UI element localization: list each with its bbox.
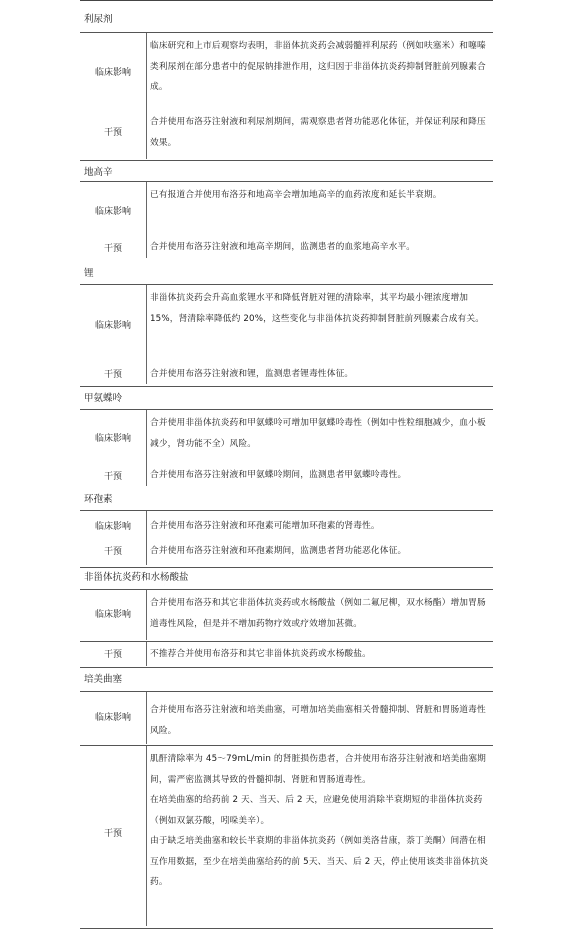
section-divider bbox=[80, 386, 493, 387]
section-divider bbox=[80, 32, 493, 33]
section-divider bbox=[80, 284, 493, 285]
paragraph: 合并使用布洛芬注射液和甲氨蝶呤期间，监测患者甲氨蝶呤毒性。 bbox=[150, 470, 407, 480]
row-label-intervention: 干预 bbox=[103, 128, 122, 138]
row-label-intervention: 干预 bbox=[103, 370, 122, 380]
column-divider bbox=[146, 590, 147, 640]
column-divider bbox=[146, 642, 147, 666]
section-divider bbox=[80, 667, 493, 668]
row-text-intervention bbox=[150, 465, 490, 486]
row-label-clinical-impact: 临床影响 bbox=[94, 321, 131, 331]
row-text-clinical-impact bbox=[150, 185, 490, 206]
row-text-intervention bbox=[150, 541, 490, 562]
row-text-clinical-impact bbox=[150, 700, 490, 741]
row-text-intervention bbox=[150, 644, 490, 665]
row-text-clinical-impact bbox=[150, 593, 490, 634]
section-divider bbox=[80, 510, 493, 511]
paragraph: 临床研究和上市后观察均表明，非甾体抗炎药会减弱髓袢利尿药（例如呋塞米）和噻嗪类利尿剂在部分患者中的促尿钠排泄作用，这归因于非甾体抗炎药抑制肾脏前列腺素合成。 bbox=[150, 41, 486, 92]
row-label-intervention: 干预 bbox=[103, 650, 122, 660]
row-label-intervention: 干预 bbox=[103, 244, 122, 254]
column-divider bbox=[146, 511, 147, 565]
bottom-rule bbox=[80, 928, 493, 929]
row-label-intervention: 干预 bbox=[103, 829, 122, 839]
row-label-clinical-impact: 临床影响 bbox=[94, 434, 131, 444]
column-divider bbox=[146, 285, 147, 384]
row-label-clinical-impact: 临床影响 bbox=[94, 207, 131, 217]
section-title-diuretics: 利尿剂 bbox=[84, 14, 113, 25]
paragraph: 合并使用非甾体抗炎药和甲氨蝶呤可增加甲氨蝶呤毒性（例如中性粒细胞减少，血小板减少，肾功能不全）风险。 bbox=[150, 418, 486, 449]
row-text-intervention bbox=[150, 112, 490, 153]
section-divider bbox=[80, 745, 493, 746]
row-label-intervention: 干预 bbox=[103, 547, 122, 557]
section-title-lithium: 锂 bbox=[84, 268, 94, 279]
row-label-clinical-impact: 临床影响 bbox=[94, 68, 131, 78]
section-divider bbox=[80, 160, 493, 161]
paragraph: 合并使用布洛芬注射液和利尿剂期间，需观察患者肾功能恶化体征，并保证利尿和降压效果。 bbox=[150, 117, 486, 148]
paragraph: 合并使用布洛芬注射液和地高辛期间，监测患者的血浆地高辛水平。 bbox=[150, 242, 416, 252]
paragraph: 在培美曲塞的给药前 2 天、当天、后 2 天，应避免使用消除半衰期短的非甾体抗炎药（例如双氯芬酸，吲哚美辛）。 bbox=[150, 795, 483, 826]
section-title-methotrexate: 甲氨蝶呤 bbox=[84, 393, 123, 404]
paragraph: 不推荐合并使用布洛芬和其它非甾体抗炎药或水杨酸盐。 bbox=[150, 649, 371, 659]
column-divider bbox=[146, 746, 147, 926]
row-text-clinical-impact bbox=[150, 36, 490, 98]
row-text-clinical-impact bbox=[150, 288, 490, 329]
paragraph: 由于缺乏培美曲塞和较长半衰期的非甾体抗炎药（例如美洛昔康，萘丁美酮）间潜在相互作用数据，至少在培美曲塞给药的前 5天、当天、后 2 天，停止使用该类非甾体抗炎药。 bbox=[150, 836, 489, 887]
row-label-intervention: 干预 bbox=[103, 472, 122, 482]
row-text-intervention bbox=[150, 749, 490, 893]
paragraph: 肌酐清除率为 45～79mL/min 的肾脏损伤患者，合并使用布洛芬注射液和培美曲塞期间，需严密监测其导致的骨髓抑制、肾脏和胃肠道毒性。 bbox=[150, 754, 487, 785]
row-text-clinical-impact bbox=[150, 413, 490, 454]
section-title-nsaids-salicylates: 非甾体抗炎药和水杨酸盐 bbox=[84, 572, 189, 583]
paragraph: 非甾体抗炎药会升高血浆锂水平和降低肾脏对锂的清除率，其平均最小锂浓度增加 15%，肾清除率降低约 20%，这些变化与非甾体抗炎药抑制肾脏前列腺素合成有关。 bbox=[150, 293, 485, 324]
top-rule bbox=[80, 0, 493, 1]
column-divider bbox=[146, 33, 147, 159]
section-title-digoxin: 地高辛 bbox=[84, 167, 113, 178]
row-label-clinical-impact: 临床影响 bbox=[94, 610, 131, 620]
row-label-clinical-impact: 临床影响 bbox=[94, 713, 131, 723]
section-divider bbox=[80, 409, 493, 410]
row-text-intervention bbox=[150, 237, 490, 258]
paragraph: 合并使用布洛芬注射液和锂，监测患者锂毒性体征。 bbox=[150, 369, 354, 379]
section-divider bbox=[80, 589, 493, 590]
section-divider bbox=[80, 181, 493, 182]
row-text-intervention bbox=[150, 364, 490, 385]
column-divider bbox=[146, 692, 147, 744]
section-divider bbox=[80, 567, 493, 568]
paragraph: 已有报道合并使用布洛芬和地高辛会增加地高辛的血药浓度和延长半衰期。 bbox=[150, 190, 442, 200]
section-divider bbox=[80, 691, 493, 692]
column-divider bbox=[146, 410, 147, 486]
section-title-cyclosporine: 环孢素 bbox=[84, 494, 113, 505]
paragraph: 合并使用布洛芬注射液和环孢素可能增加环孢素的肾毒性。 bbox=[150, 521, 380, 531]
row-text-clinical-impact bbox=[150, 516, 490, 537]
row-label-clinical-impact: 临床影响 bbox=[94, 522, 131, 532]
section-title-pemetrexed: 培美曲塞 bbox=[84, 674, 123, 685]
paragraph: 合并使用布洛芬注射液和培美曲塞，可增加培美曲塞相关骨髓抑制、肾脏和胃肠道毒性风险。 bbox=[150, 705, 486, 736]
paragraph: 合并使用布洛芬和其它非甾体抗炎药或水杨酸盐（例如二氟尼柳，双水杨酯）增加胃肠道毒性风险，但是并不增加药物疗效或疗效增加甚微。 bbox=[150, 598, 486, 629]
column-divider bbox=[146, 182, 147, 258]
paragraph: 合并使用布洛芬注射液和环孢素期间，监测患者肾功能恶化体征。 bbox=[150, 546, 407, 556]
section-divider bbox=[80, 641, 493, 642]
